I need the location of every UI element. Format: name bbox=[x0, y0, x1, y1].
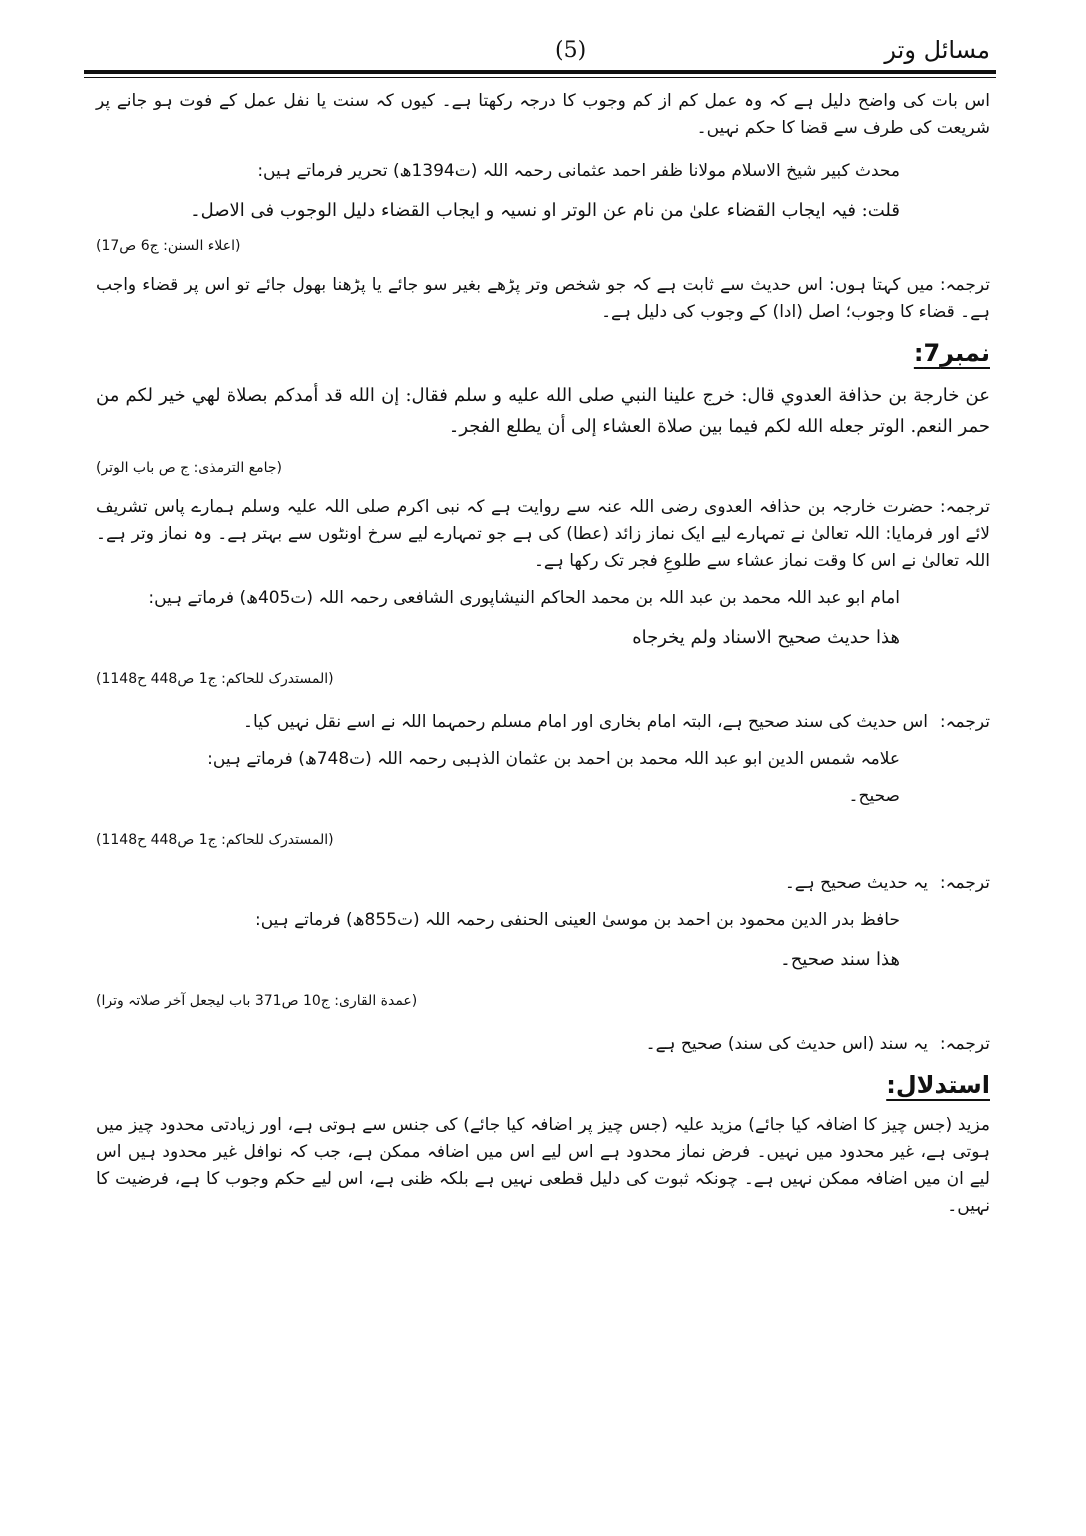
translation-label: ترجمہ: bbox=[939, 873, 990, 893]
translation-qultu: ترجمہ: میں کہتا ہوں: اس حدیث سے ثابت ہے کہ جو شخص وتر پڑھے بغیر سو جائے یا پڑھنا بھول جائے تو اس پر قضاء واجب ہے۔ قضاء کا وجوب؛ اصل (ادا) کے وجوب کی دلیل ہے۔ bbox=[96, 275, 990, 322]
citation-tirmidhi: (جامع الترمذی: ج ص باب الوتر) bbox=[96, 460, 282, 476]
citation-umdat-al-qari: (عمدة القاری: ج10 ص371 باب لیجعل آخر صلاتہ وترا) bbox=[96, 993, 418, 1009]
citation-mustadrak-2: (المستدرک للحاکم: ج1 ص448 ح1148) bbox=[96, 832, 334, 848]
arabic-quote-aini: هذا سند صحيح۔ bbox=[780, 949, 900, 970]
page-number: (5) bbox=[555, 38, 587, 63]
author-intro-usmani: محدث کبیر شیخ الاسلام مولانا ظفر احمد عثمانی رحمہ اللہ (ت1394ھ) تحریر فرماتے ہیں: bbox=[257, 161, 900, 181]
author-intro-dhahabi: علامہ شمس الدین ابو عبد اللہ محمد بن احمد بن عثمان الذہبی رحمہ اللہ (ت748ھ) فرماتے ہیں: bbox=[207, 749, 900, 769]
quote-dhahabi: صحیح۔ bbox=[848, 786, 900, 806]
section-heading-number-7: نمبر7: bbox=[913, 339, 990, 367]
paragraph-istidlal: مزید (جس چیز کا اضافہ کیا جائے) مزید علیہ (جس چیز پر اضافہ کیا جائے) کی جنس سے ہوتی ہے، اور زیادتی محدود چیز میں ہوتی ہے، غیر محدود میں نہیں۔ فرض نماز محدود ہے اس لیے اس میں اضافہ ممکن ہے، جب کہ نوافل غیر محدود ہیں اس لیے ان میں اضافہ ممکن نہیں ہے۔ چونکہ ثبوت کی دلیل قطعی نہیں ہے بلکہ ظنی ہے، اس لیے حکم وجوب کا ہے، فرضیت کا نہیں۔ bbox=[96, 1115, 990, 1216]
translation-text-aini: یہ سند (اس حدیث کی سند) صحیح ہے۔ bbox=[645, 1034, 928, 1054]
translation-row-hakim bbox=[96, 709, 990, 736]
running-title: مسائل وتر bbox=[884, 36, 990, 64]
author-intro-hakim: امام ابو عبد اللہ محمد بن عبد اللہ بن محمد الحاکم النیشاپوری الشافعی رحمہ اللہ (ت405ھ) فرماتے ہیں: bbox=[148, 588, 900, 608]
translation-label: ترجمہ: bbox=[939, 712, 990, 732]
page-body bbox=[96, 88, 990, 1506]
citation-ilaa-al-sunan: (اعلاء السنن: ج6 ص17) bbox=[96, 238, 241, 254]
paragraph-intro: اس بات کی واضح دلیل ہے کہ وہ عمل کم از کم وجوب کا درجہ رکھتا ہے۔ کیوں کہ سنت یا نفل عمل کے فوت ہو جانے پر شریعت کی طرف سے قضا کا حکم نہیں۔ bbox=[96, 91, 990, 138]
citation-mustadrak-1: (المستدرک للحاکم: ج1 ص448 ح1148) bbox=[96, 671, 334, 687]
arabic-quote-qultu: قلت: فیہ ایجاب القضاء علیٰ من نام عن الوتر او نسیہ و ایجاب القضاء دلیل الوجوب فی الاصل۔ bbox=[190, 200, 900, 221]
section-heading-istidlal: استدلال: bbox=[886, 1071, 990, 1099]
translation-row-dhahabi bbox=[96, 870, 990, 897]
arabic-quote-hakim: هذا حديث صحيح الاسناد ولم يخرجاه bbox=[632, 627, 900, 648]
hadith-arabic-kharija: عن خارجة بن حذافة العدوي قال: خرج علينا النبي صلى الله عليه و سلم فقال: إن الله قد أمدكم بصلاة لهي خير لكم من حمر النعم. الوتر جعله الله لكم فيما بين صلاة العشاء إلى أن يطلع الفجر۔ bbox=[96, 385, 990, 437]
author-intro-aini: حافظ بدر الدین محمود بن احمد بن موسیٰ العینی الحنفی رحمہ اللہ (ت855ھ) فرماتے ہیں: bbox=[254, 910, 900, 930]
header-rule-thick bbox=[84, 70, 996, 74]
header-rule-thin bbox=[84, 77, 996, 78]
translation-hadith: ترجمہ: حضرت خارجہ بن حذافہ العدوی رضی اللہ عنہ سے روایت ہے کہ نبی اکرم صلی اللہ علیہ وسلم ہمارے پاس تشریف لائے اور فرمایا: اللہ تعالیٰ نے تمہارے لیے ایک نماز زائد (عطا) کی ہے جو تمہارے لیے سرخ اونٹوں سے بہتر ہے۔ وہ نماز وتر ہے۔ اللہ تعالیٰ نے اس کا وقت نماز عشاء سے طلوعِ فجر تک رکھا ہے۔ bbox=[96, 497, 990, 571]
translation-row-aini bbox=[96, 1031, 990, 1058]
translation-text-dhahabi: یہ حدیث صحیح ہے۔ bbox=[784, 873, 928, 893]
translation-label: ترجمہ: bbox=[939, 1034, 990, 1054]
translation-text-hakim: اس حدیث کی سند صحیح ہے، البتہ امام بخاری اور امام مسلم رحمہما اللہ نے اسے نقل نہیں کیا۔ bbox=[243, 712, 928, 732]
